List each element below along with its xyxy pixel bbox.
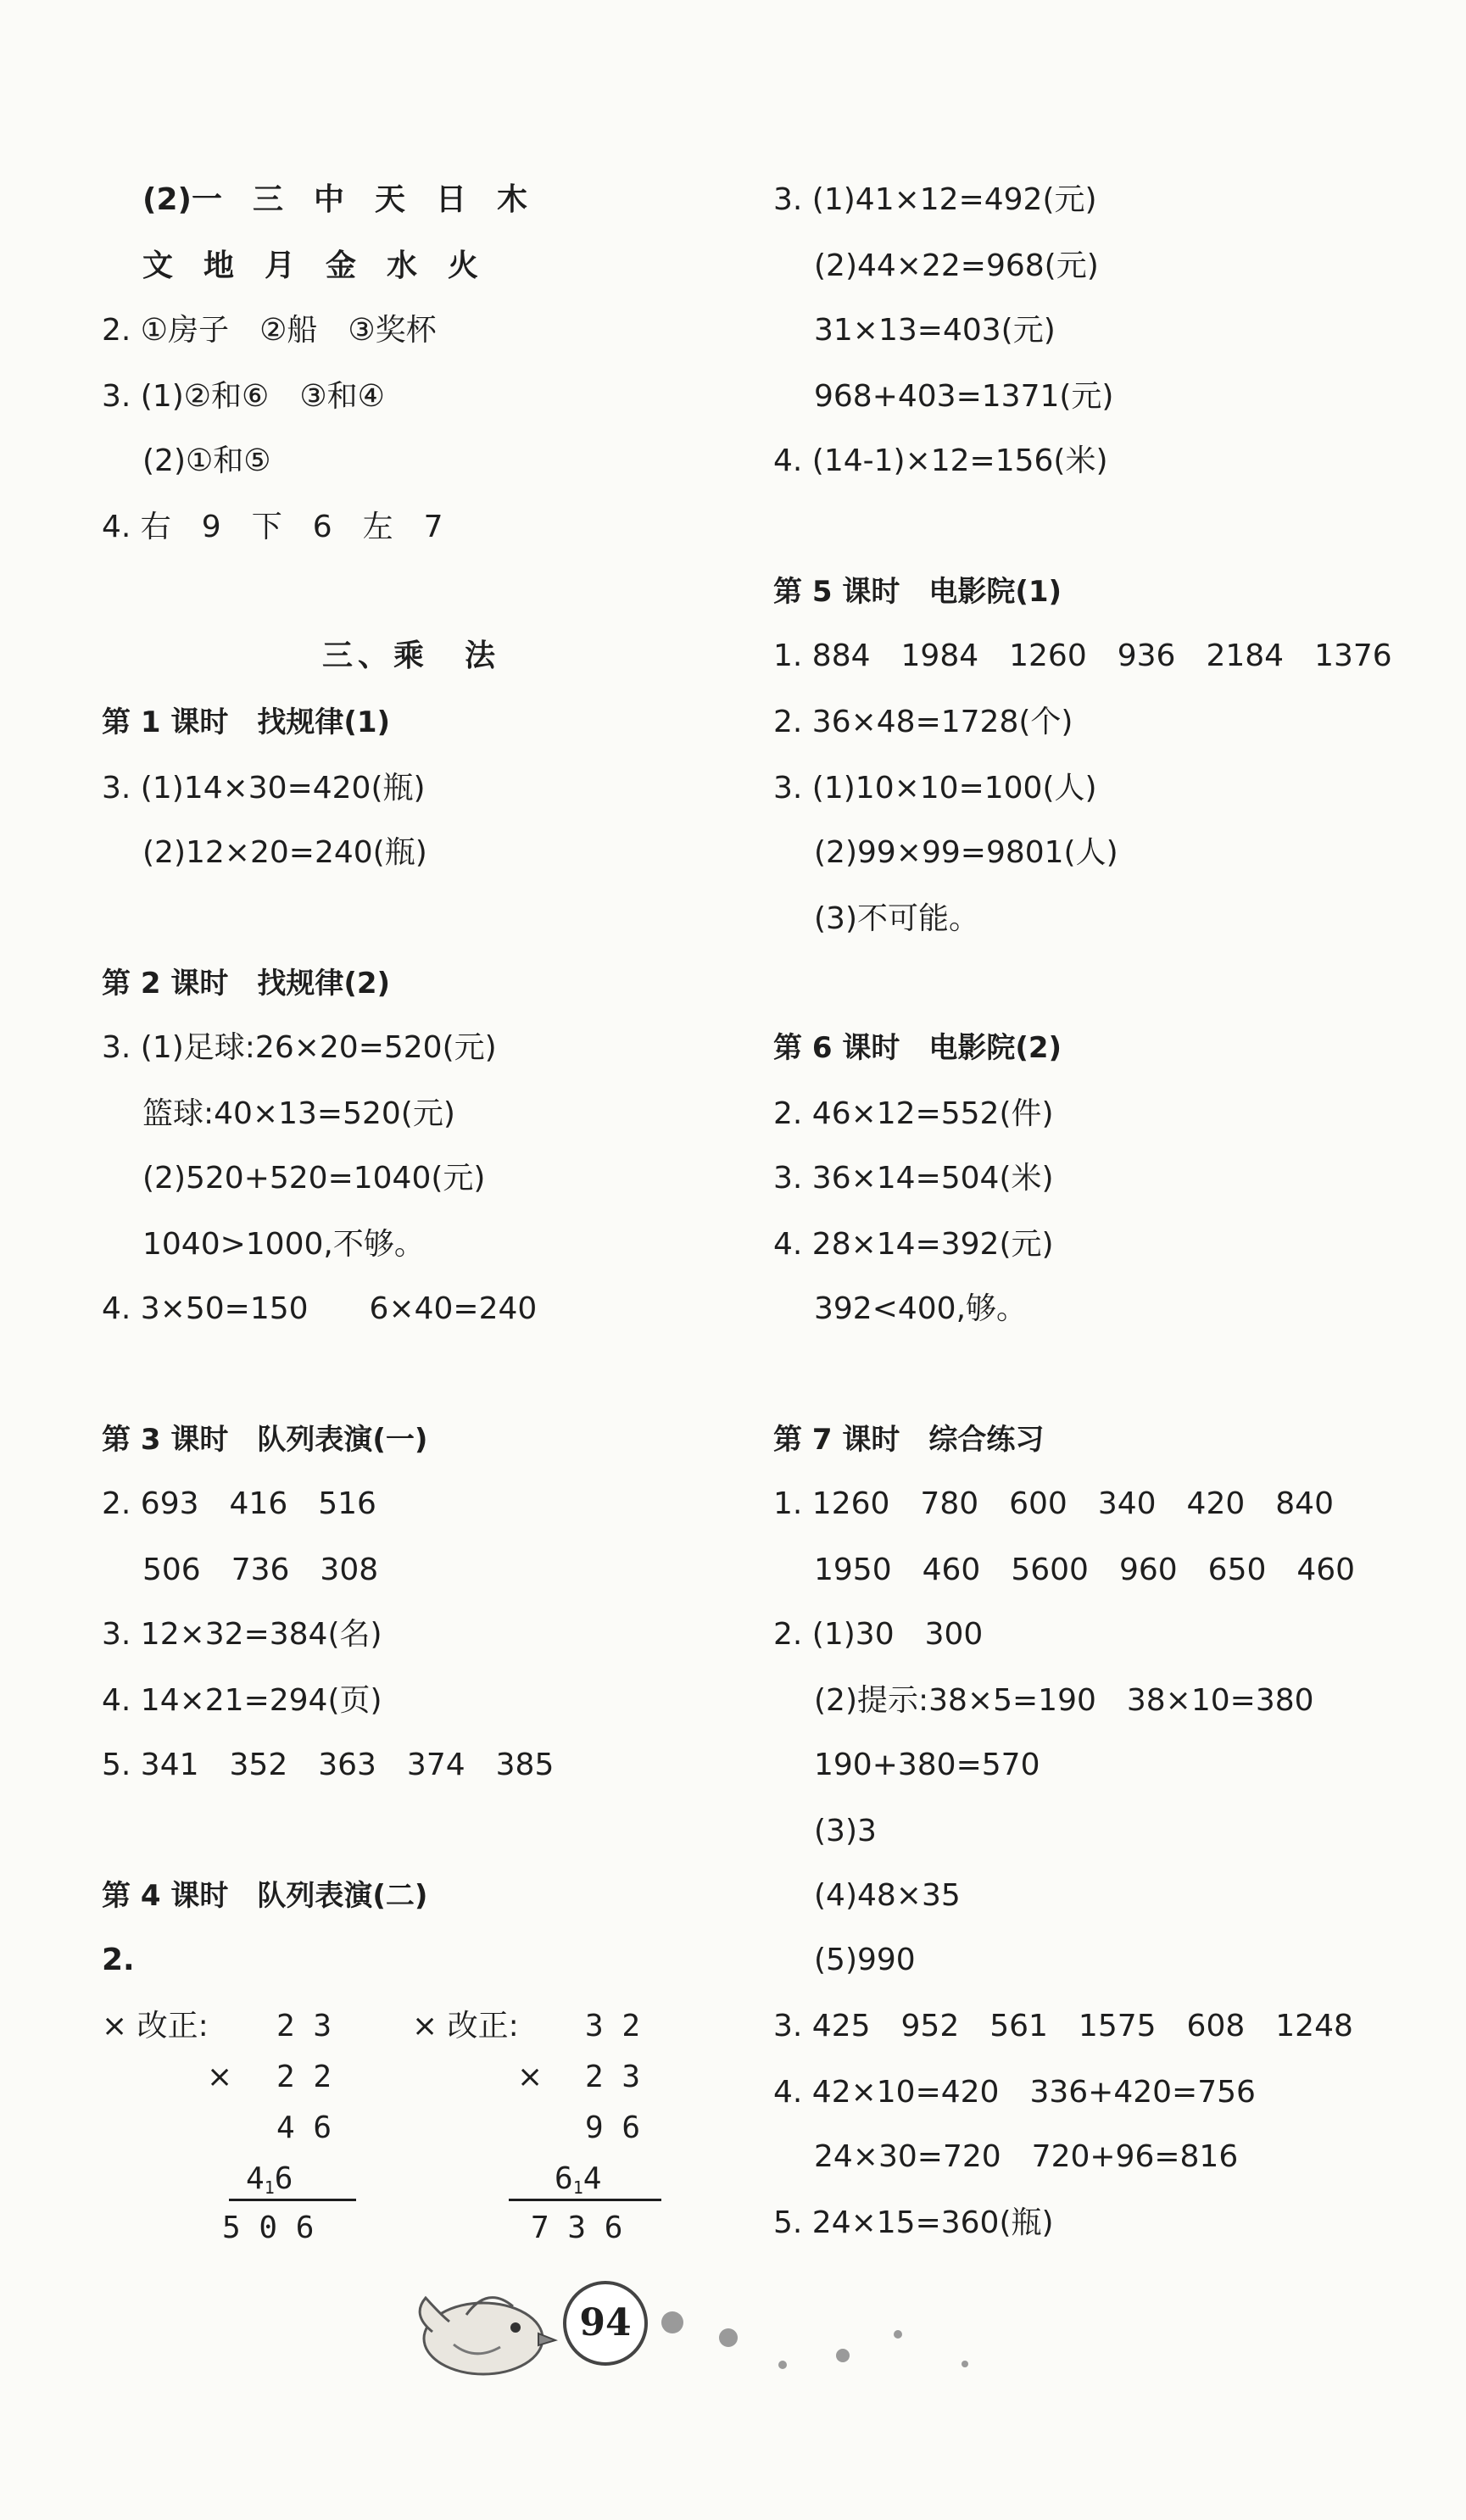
decor-dot [778, 2361, 787, 2369]
answer-line: 3. (1)足球:26×20=520(元) [102, 1030, 497, 1065]
answer-line: (2)提示:38×5=190 38×10=380 [814, 1683, 1314, 1718]
answer-line: 392<400,够。 [814, 1291, 1028, 1326]
answer-line: 3. 12×32=384(名) [102, 1617, 382, 1652]
decor-dot [719, 2328, 738, 2347]
answer-line: (2)12×20=240(瓶) [142, 835, 427, 870]
answer-line: (3)不可能。 [814, 901, 979, 936]
answer-line: 31×13=403(元) [814, 313, 1056, 348]
answer-line: 4. 42×10=420 336+420=756 [773, 2075, 1256, 2110]
calc-result: 5 0 6 [222, 2211, 315, 2245]
answer-line: 文 地 月 金 水 火 [142, 248, 479, 283]
correction-label: × 改正: [102, 2009, 209, 2043]
calc-multiplier: 2 3 [585, 2060, 641, 2094]
lesson-title: 第 6 课时 电影院(2) [773, 1031, 1062, 1065]
calc-multiplier: 2 2 [276, 2060, 332, 2094]
answer-line: (2)一 三 中 天 日 木 [142, 182, 527, 217]
answer-line: 3. 425 952 561 1575 608 1248 [773, 2009, 1353, 2043]
answer-line: 1040>1000,不够。 [142, 1227, 425, 1262]
answer-line: (5)990 [814, 1943, 916, 1977]
answer-line: (2)99×99=9801(人) [814, 835, 1118, 870]
calc-line [509, 2199, 661, 2201]
calc-multiplicand: 2 3 [276, 2009, 332, 2043]
answer-line: (4)48×35 [814, 1878, 961, 1913]
calc-partial-product: 9 6 [585, 2110, 641, 2145]
answer-line: 篮球:40×13=520(元) [142, 1096, 455, 1131]
answer-line: 2. 693 416 516 [102, 1486, 376, 1521]
lesson-title: 第 2 课时 找规律(2) [102, 967, 391, 1001]
decor-dot [836, 2349, 850, 2362]
answer-line: 1. 1260 780 600 340 420 840 [773, 1486, 1334, 1521]
answer-line: 4. 右 9 下 6 左 7 [102, 510, 443, 544]
calc-result: 7 3 6 [531, 2211, 623, 2245]
answer-line: 2. (1)30 300 [773, 1617, 984, 1652]
correction-label: × 改正: [412, 2009, 519, 2043]
bird-illustration-icon [407, 2281, 560, 2383]
multiply-sign: × [517, 2060, 543, 2094]
calc-partial-product: $6_14$ [555, 2161, 602, 2198]
lesson-title: 第 3 课时 队列表演(一) [102, 1423, 428, 1457]
answer-line: 1950 460 5600 960 650 460 [814, 1553, 1356, 1587]
section-title: 三、乘 法 [322, 638, 501, 673]
lesson-title: 第 1 课时 找规律(1) [102, 705, 391, 739]
answer-line: 24×30=720 720+96=816 [814, 2139, 1239, 2174]
answer-line: 5. 341 352 363 374 385 [102, 1748, 555, 1782]
answer-line: (2)44×22=968(元) [814, 248, 1099, 283]
answer-line: 5. 24×15=360(瓶) [773, 2205, 1054, 2240]
answer-line: 3. (1)②和⑥ ③和④ [102, 379, 385, 414]
answer-line: 4. 28×14=392(元) [773, 1227, 1054, 1262]
answer-line: (2)①和⑤ [142, 443, 271, 478]
answer-line: 2. ①房子 ②船 ③奖杯 [102, 313, 437, 348]
answer-line: 3. (1)41×12=492(元) [773, 182, 1097, 217]
calc-line [229, 2199, 356, 2201]
answer-line: 4. (14-1)×12=156(米) [773, 443, 1108, 478]
answer-line: (2)520+520=1040(元) [142, 1161, 486, 1196]
decor-dot [894, 2330, 902, 2339]
multiply-sign: × [207, 2060, 233, 2094]
answer-line: (3)3 [814, 1814, 877, 1848]
answer-line: 3. 36×14=504(米) [773, 1161, 1054, 1196]
answer-line: 3. (1)14×30=420(瓶) [102, 771, 426, 806]
answer-line: 4. 3×50=150 6×40=240 [102, 1291, 538, 1326]
answer-line: 4. 14×21=294(页) [102, 1683, 382, 1718]
page-number: 94 [563, 2281, 648, 2366]
answer-line: 2. 36×48=1728(个) [773, 705, 1073, 739]
decor-dot [962, 2361, 968, 2367]
lesson-title: 第 7 课时 综合练习 [773, 1423, 1045, 1457]
item-number: 2. [102, 1943, 135, 1977]
answer-line: 3. (1)10×10=100(人) [773, 771, 1097, 806]
answer-line: 190+380=570 [814, 1748, 1040, 1782]
lesson-title: 第 4 课时 队列表演(二) [102, 1879, 428, 1913]
lesson-title: 第 5 课时 电影院(1) [773, 575, 1062, 609]
answer-line: 968+403=1371(元) [814, 379, 1114, 414]
calc-partial-product: 4 6 [276, 2110, 332, 2145]
calc-multiplicand: 3 2 [585, 2009, 641, 2043]
answer-line: 1. 884 1984 1260 936 2184 1376 [773, 638, 1392, 673]
answer-line: 2. 46×12=552(件) [773, 1096, 1054, 1131]
calc-partial-product: $4_16$ [246, 2161, 293, 2198]
answer-line: 506 736 308 [142, 1553, 379, 1587]
decor-dot [661, 2311, 683, 2333]
